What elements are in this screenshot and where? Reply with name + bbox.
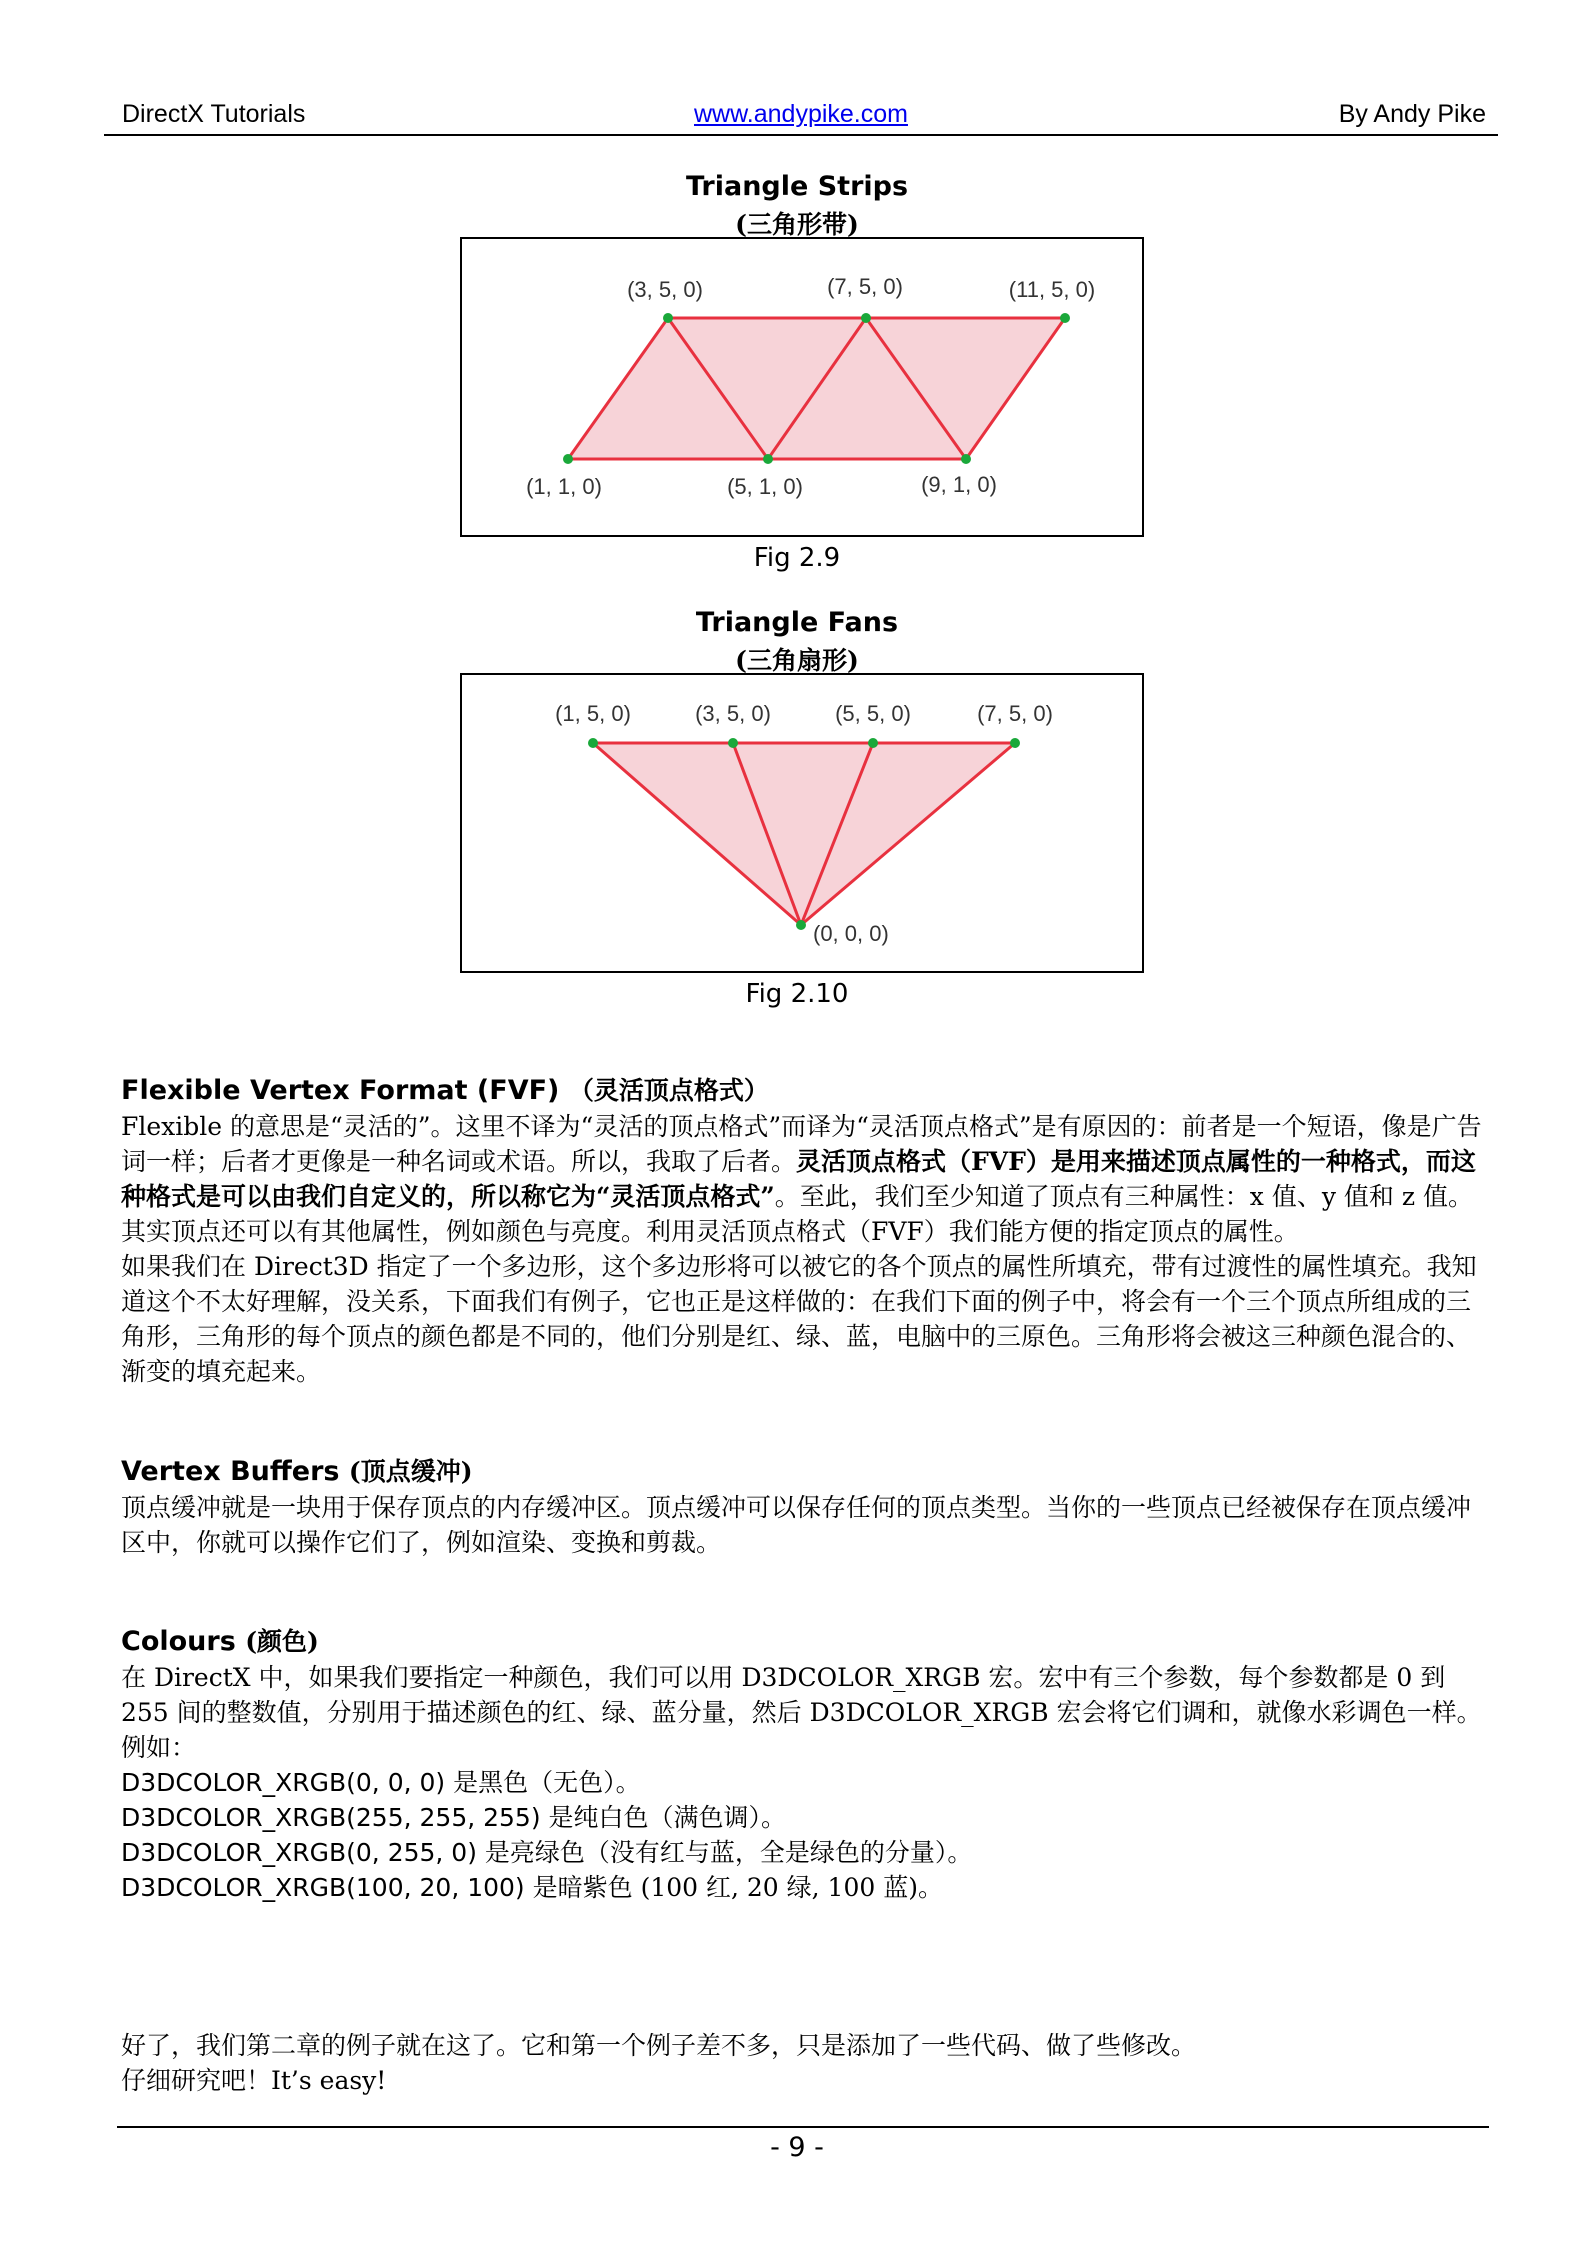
fan-label: (5, 5, 0) xyxy=(835,701,911,726)
colour-desc: 是亮绿色（没有红与蓝，全是绿色的分量）。 xyxy=(476,1838,973,1867)
fvf-p1-b: 。至此，我们至少知道了顶点有三种属性：x 值、y 值和 z 值。其实顶点还可以有其他属性，例如颜色与亮度。利用灵活顶点格式（FVF）我们能方便的指定顶点的属性。 xyxy=(121,1182,1473,1246)
strip-vertex xyxy=(563,454,573,464)
fan-vertex xyxy=(728,738,738,748)
fan-vertex xyxy=(588,738,598,748)
vb-paragraph: 顶点缓冲就是一块用于保存顶点的内存缓冲区。顶点缓冲可以保存任何的顶点类型。当你的一些顶点已经被保存在顶点缓冲区中，你就可以操作它们了，例如渲染、变换和剪裁。 xyxy=(121,1493,1472,1557)
fig-strips-caption: Fig 2.9 xyxy=(753,543,841,573)
colour-desc: 是暗紫色 (100 红, 20 绿, 100 蓝)。 xyxy=(524,1873,943,1902)
footer-divider xyxy=(117,2126,1489,2128)
fan-vertex xyxy=(868,738,878,748)
colours-example-label: 例如： xyxy=(121,1733,197,1762)
vb-title: Vertex Buffers xyxy=(121,1456,340,1487)
fvf-section xyxy=(121,1073,1491,1389)
fvf-paragraph-2: 如果我们在 Direct3D 指定了一个多边形，这个多边形将可以被它的各个顶点的属性所填充，带有过渡性的属性填充。我知道这个不太好理解，没关系，下面我们有例子，它也正是这样做的：在我们下面的例子中，将会有一个三个顶点所组成的三角形，三角形的每个顶点的颜色都是不同的，他们分别是红、绿、蓝，电脑中的三原色。三角形将会被这三种颜色混合的、渐变的填充起来。 xyxy=(121,1252,1477,1386)
strip-label: (3, 5, 0) xyxy=(627,277,703,302)
code-snippet: D3DCOLOR_XRGB(0, 0, 0) xyxy=(121,1768,446,1797)
closing-section xyxy=(121,2028,1491,2098)
fan-label: (1, 5, 0) xyxy=(555,701,631,726)
colours-title: Colours xyxy=(121,1626,236,1657)
colour-desc: 是纯白色（满色调）。 xyxy=(540,1803,787,1832)
fig-fans-subtitle: (三角扇形) xyxy=(735,646,859,675)
header-link[interactable]: www.andypike.com xyxy=(694,100,908,128)
colour-example xyxy=(121,1800,1491,1835)
colours-title-cn: (颜色) xyxy=(245,1627,319,1656)
fvf-title: Flexible Vertex Format (FVF) xyxy=(121,1075,560,1106)
strip-label: (11, 5, 0) xyxy=(1008,277,1096,302)
fan-vertex xyxy=(796,920,806,930)
strip-label: (1, 1, 0) xyxy=(526,474,602,499)
strip-vertex xyxy=(763,454,773,464)
fan-label: (3, 5, 0) xyxy=(695,701,771,726)
fig-strips-subtitle: (三角形带) xyxy=(735,210,859,239)
fan-fill xyxy=(593,743,1015,925)
fan-label: (0, 0, 0) xyxy=(813,921,889,946)
closing-line-1: 好了，我们第二章的例子就在这了。它和第一个例子差不多，只是添加了一些代码、做了些修改。 xyxy=(121,2031,1197,2060)
vb-title-cn: (顶点缓冲) xyxy=(348,1457,473,1486)
fig-strips-title: Triangle Strips xyxy=(685,171,909,202)
strip-label: (5, 1, 0) xyxy=(727,474,803,499)
fig-fans-caption: Fig 2.10 xyxy=(745,979,849,1009)
page-header xyxy=(104,100,1498,136)
fig-strips-diagram xyxy=(460,237,1144,537)
fan-vertex xyxy=(1010,738,1020,748)
strip-vertex xyxy=(861,313,871,323)
strip-label: (7, 5, 0) xyxy=(827,274,903,299)
triangle-fan-svg xyxy=(462,675,1142,971)
strip-vertex xyxy=(961,454,971,464)
strip-vertex xyxy=(1060,313,1070,323)
strip-vertex xyxy=(663,313,673,323)
closing-line-2: 仔细研究吧！It’s easy! xyxy=(121,2066,387,2095)
fan-label: (7, 5, 0) xyxy=(977,701,1053,726)
code-snippet: D3DCOLOR_XRGB(0, 255, 0) xyxy=(121,1838,477,1867)
fig-fans-title: Triangle Fans xyxy=(695,607,899,638)
strip-label: (9, 1, 0) xyxy=(921,472,997,497)
section-title xyxy=(121,1624,1491,1660)
colour-desc: 是黑色（无色）。 xyxy=(445,1768,641,1797)
header-title: DirectX Tutorials xyxy=(122,100,306,128)
colours-section xyxy=(121,1624,1491,1905)
section-title xyxy=(121,1073,1491,1109)
fvf-p1-bold: 灵活顶点格式（FVF）是用来描述顶点属性的一种格式，而这种格式是可以由我们自定义的，所以称它为“灵活顶点格式” xyxy=(121,1147,1476,1211)
fvf-p1-a: Flexible 的意思是“灵活的”。这里不译为“灵活的顶点格式”而译为“灵活顶点格式”是有原因的：前者是一个短语，像是广告词一样；后者才更像是一种名词或术语。所以，我取了后者。 xyxy=(121,1112,1482,1176)
colours-paragraph: 在 DirectX 中，如果我们要指定一种颜色，我们可以用 D3DCOLOR_XRGB 宏。宏中有三个参数，每个参数都是 0 到 255 间的整数值，分别用于描述颜色的红、绿、蓝分量，然后 D3DCOLOR_XRGB 宏会将它们调和，就像水彩调色一样。 xyxy=(121,1663,1482,1727)
fvf-paragraph-1 xyxy=(121,1109,1491,1249)
fig-fans-diagram xyxy=(460,673,1144,973)
section-title xyxy=(121,1454,1491,1490)
triangle-strip-svg xyxy=(462,239,1142,535)
fvf-title-cn: （灵活顶点格式） xyxy=(568,1076,769,1105)
code-snippet: D3DCOLOR_XRGB(255, 255, 255) xyxy=(121,1803,541,1832)
code-snippet: D3DCOLOR_XRGB(100, 20, 100) xyxy=(121,1873,525,1902)
colour-example xyxy=(121,1765,1491,1800)
vb-section xyxy=(121,1454,1491,1560)
colour-example xyxy=(121,1835,1491,1870)
colour-example xyxy=(121,1870,1491,1905)
header-author: By Andy Pike xyxy=(1338,100,1486,128)
page-number: - 9 - xyxy=(770,2132,824,2163)
